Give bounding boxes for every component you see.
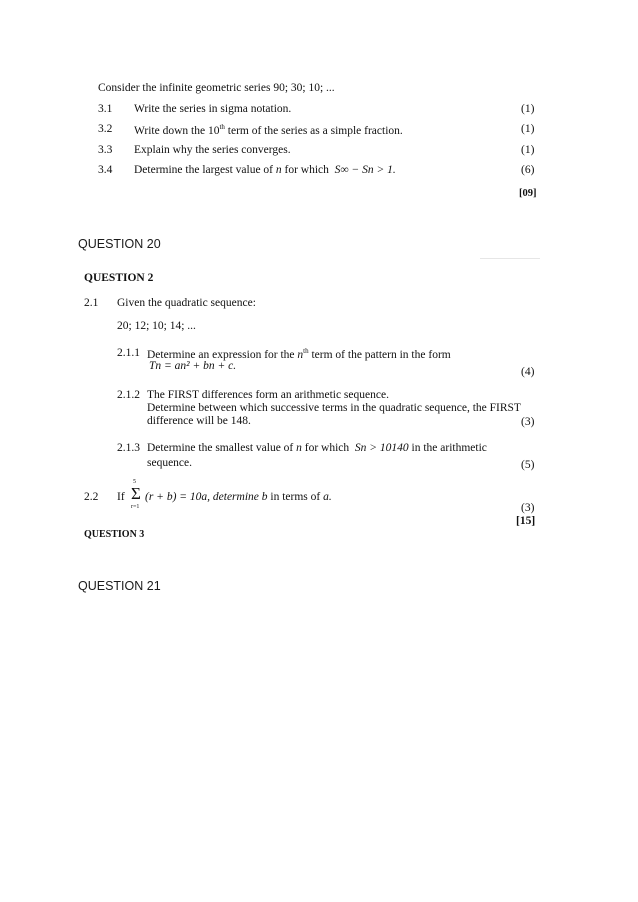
question-text: If xyxy=(117,491,125,503)
clipped-heading: QUESTION 3 xyxy=(84,529,145,540)
question-number: 3.1 xyxy=(98,103,113,115)
question-number: 3.2 xyxy=(98,123,113,135)
sigma-lower-limit: r=1 xyxy=(131,504,140,510)
question-number: 3.4 xyxy=(98,164,113,176)
question-text: Write down the 10th term of the series as a simple fraction. xyxy=(134,123,403,137)
sigma-icon: Σ xyxy=(131,484,141,503)
question-text: Determine the smallest value of n for which Sn > 10140 in the arithmetic xyxy=(147,442,487,454)
formula: Tn = an² + bn + c. xyxy=(149,360,237,372)
series-intro: Consider the infinite geometric series 90; 30; 10; ... xyxy=(98,82,335,94)
question-number: 2.1 xyxy=(84,297,99,309)
question-text: (r + b) = 10a, determine b in terms of a. xyxy=(145,491,332,503)
marks: (5) xyxy=(521,459,535,471)
question-text: Write the series in sigma notation. xyxy=(134,103,292,115)
question-text: Determine the largest value of n for which S∞ − Sn > 1. xyxy=(134,164,396,176)
sigma-upper-limit: 5 xyxy=(133,479,136,485)
question-number: 2.1.1 xyxy=(117,347,140,359)
question-20-heading: QUESTION 20 xyxy=(78,237,161,251)
marks: (3) xyxy=(521,502,535,514)
question-text: Given the quadratic sequence: xyxy=(117,297,256,309)
question-number: 3.3 xyxy=(98,144,113,156)
question-number: 2.1.2 xyxy=(117,389,140,401)
question-text: Determine an expression for the $n^{th}$ term of the pattern in the form xyxy=(147,347,451,361)
total-marks: [15] xyxy=(516,515,536,527)
marks: (1) xyxy=(521,144,535,156)
marks: (3) xyxy=(521,416,535,428)
total-marks: [09] xyxy=(519,188,537,199)
question-number: 2.1.3 xyxy=(117,442,140,454)
question-number: 2.2 xyxy=(84,491,99,503)
question-text: Explain why the series converges. xyxy=(134,144,291,156)
marks: (1) xyxy=(521,103,535,115)
question-text: The FIRST differences form an arithmetic sequence. xyxy=(147,389,389,401)
question-text: sequence. xyxy=(147,457,193,469)
question-21-heading: QUESTION 21 xyxy=(78,579,161,593)
question-text: Determine between which successive terms in the quadratic sequence, the FIRST xyxy=(147,402,521,414)
formula: S∞ − Sn > 1. xyxy=(334,164,396,176)
question-2-title: QUESTION 2 xyxy=(84,272,154,284)
marks: (6) xyxy=(521,164,535,176)
question-text: difference will be 148. xyxy=(147,415,251,427)
marks: (1) xyxy=(521,123,535,135)
divider xyxy=(480,258,540,259)
marks: (4) xyxy=(521,366,535,378)
sequence: 20; 12; 10; 14; ... xyxy=(117,320,196,332)
